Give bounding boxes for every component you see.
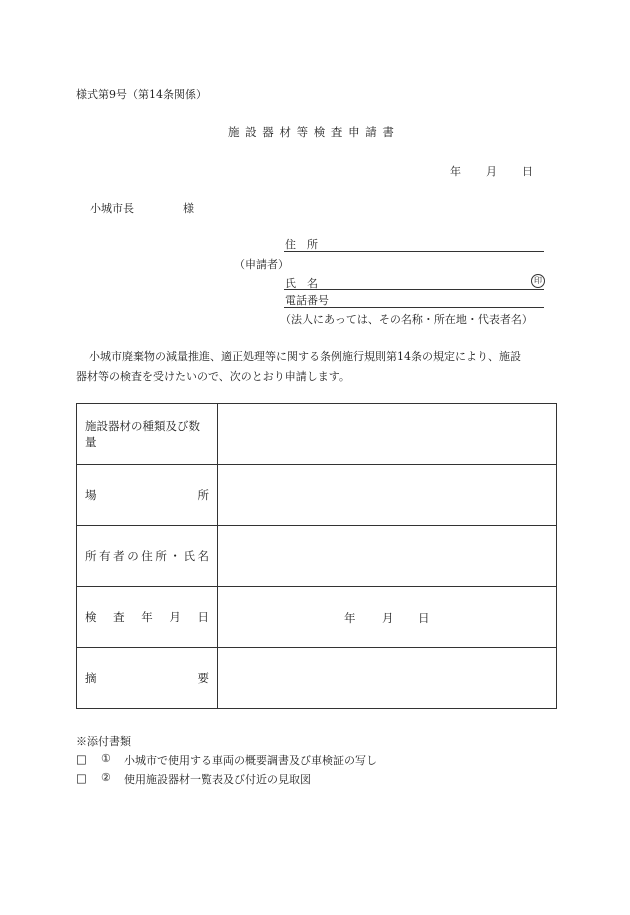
inspection-day-label: 日 <box>418 611 430 625</box>
label-char: 査 <box>113 610 125 624</box>
applicant-role: （申請者） <box>234 258 289 271</box>
checkbox-icon[interactable]: □ <box>76 752 87 766</box>
row-label-inspection-date <box>77 587 218 648</box>
label-char: ・ <box>169 549 181 563</box>
row-label-equipment <box>77 404 218 465</box>
table-row <box>77 465 557 526</box>
address-label: 住 所 <box>285 238 318 251</box>
date-month-label: 月 <box>486 165 497 178</box>
row-value-equipment[interactable] <box>218 404 557 465</box>
row-value-remarks[interactable] <box>218 648 557 709</box>
name-label: 氏 名 <box>285 277 318 290</box>
phone-label: 電話番号 <box>285 294 329 307</box>
corporation-note: （法人にあっては、その名称・所在地・代表者名） <box>280 313 533 326</box>
row-label-owner <box>77 526 218 587</box>
attachment-text: 使用施設器材一覧表及び付近の見取図 <box>124 773 311 786</box>
label-char: 検 <box>85 610 97 624</box>
body-line-1: 小城市廃棄物の減量推進、適正処理等に関する条例施行規則第14条の規定により、施設 <box>89 350 521 363</box>
label-char: 者 <box>113 549 125 563</box>
row-value-owner[interactable] <box>218 526 557 587</box>
document-title: 施 設 器 材 等 検 査 申 請 書 <box>228 125 395 139</box>
date-day-label: 日 <box>522 165 533 178</box>
phone-underline <box>284 307 544 308</box>
attachment-text: 小城市で使用する車両の概要調書及び車検証の写し <box>124 754 377 767</box>
date-year-label: 年 <box>450 165 461 178</box>
row-value-location[interactable] <box>218 465 557 526</box>
inspection-year-label: 年 <box>344 611 356 625</box>
address-underline <box>284 251 544 252</box>
inspection-month-label: 月 <box>382 611 394 625</box>
label-char: 所 <box>155 549 167 563</box>
addressee-name: 小城市長 <box>90 202 134 215</box>
label-char: 氏 <box>183 549 195 563</box>
seal-mark: 印 <box>531 274 545 288</box>
label-char: の <box>127 549 139 563</box>
form-number: 様式第9号（第14条関係） <box>76 88 207 101</box>
row-label-text: 施設器材の種類及び数量 <box>85 419 200 449</box>
label-char: 月 <box>169 610 181 624</box>
label-char: 年 <box>141 610 153 624</box>
name-underline <box>284 289 544 290</box>
label-char: 所 <box>85 549 97 563</box>
table-row <box>77 404 557 465</box>
label-char: 有 <box>99 549 111 563</box>
label-char: 日 <box>197 610 209 624</box>
attachments-heading: ※添付書類 <box>76 735 131 748</box>
table-row <box>77 526 557 587</box>
row-label-remarks <box>77 648 218 709</box>
table-row <box>77 648 557 709</box>
table-row <box>77 587 557 648</box>
label-char: 住 <box>141 549 153 563</box>
addressee-honorific: 様 <box>183 202 194 215</box>
checkbox-icon[interactable]: □ <box>76 771 87 785</box>
inspection-table <box>76 403 557 709</box>
label-char: 名 <box>197 549 209 563</box>
attachment-number: ① <box>101 752 111 765</box>
label-char: 摘 <box>85 671 97 685</box>
row-label-location <box>77 465 218 526</box>
attachment-number: ② <box>101 771 111 784</box>
body-line-2: 器材等の検査を受けたいので、次のとおり申請します。 <box>76 370 350 383</box>
label-char: 所 <box>197 488 209 502</box>
row-value-inspection-date[interactable] <box>218 587 557 648</box>
label-char: 要 <box>197 671 209 685</box>
label-char: 場 <box>85 488 97 502</box>
